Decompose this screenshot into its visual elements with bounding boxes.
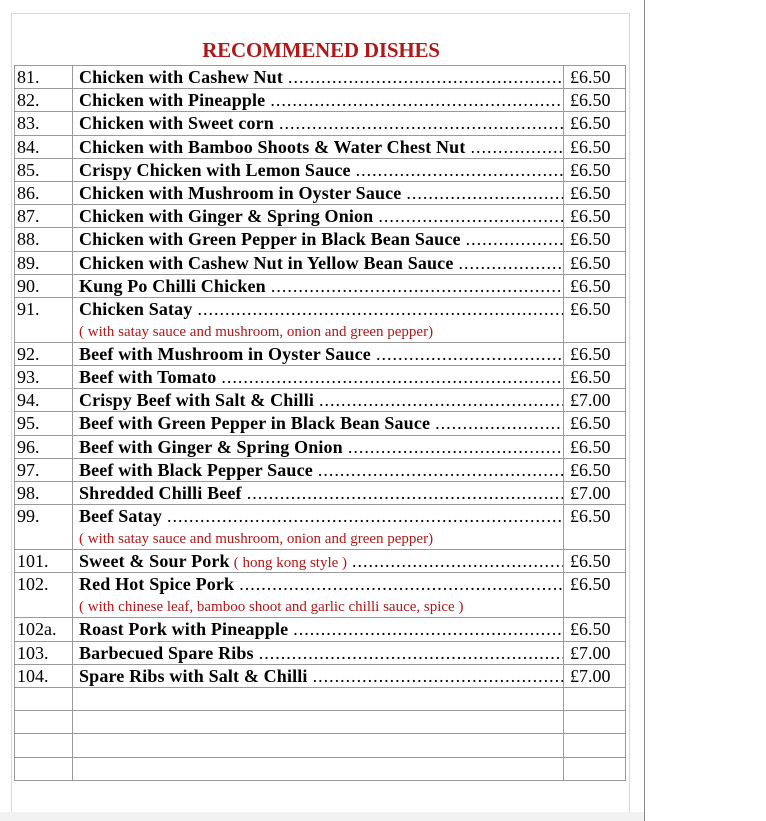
dish-price: £6.50 [564,342,626,365]
dish-price: £6.50 [564,297,626,342]
dish-name: Crispy Beef with Salt & Chilli [79,390,315,411]
dish-cell [73,389,564,412]
dot-leader [352,550,563,572]
dish-line [79,366,563,388]
dish-name: Chicken with Sweet corn [79,113,274,134]
dish-line [79,665,563,687]
dish-number: 87. [15,205,73,228]
menu-row [15,66,626,89]
page-bottom-band [0,812,644,821]
dish-price: £6.50 [564,181,626,204]
dot-leader [167,505,563,527]
dish-name: Chicken with Green Pepper in Black Bean Sauce [79,229,461,250]
dot-leader [293,618,563,640]
dish-line [79,159,563,181]
dish-price: £6.50 [564,505,626,550]
dish-price: £7.00 [564,482,626,505]
empty-cell [15,687,73,710]
dish-line [79,389,563,411]
dish-description: ( with satay sauce and mushroom, onion and green pepper) [79,323,434,340]
dot-leader [319,389,563,411]
dot-leader [470,136,563,158]
menu-row [15,550,626,573]
dish-price: £6.50 [564,89,626,112]
dish-line [79,573,563,595]
dish-name: Beef with Mushroom in Oyster Sauce [79,343,371,364]
dish-cell [73,89,564,112]
menu-row [15,158,626,181]
menu-row [15,228,626,251]
dish-line [79,412,563,434]
dish-cell [73,641,564,664]
dish-price: £6.50 [564,366,626,389]
dish-number: 93. [15,366,73,389]
dish-name: Chicken with Cashew Nut in Yellow Bean Sauce [79,252,454,273]
dot-leader [271,275,563,297]
dish-name: Shredded Chilli Beef [79,483,242,503]
dot-leader [197,298,563,320]
dish-number: 104. [15,664,73,687]
dish-price: £6.50 [564,274,626,297]
dish-line [79,182,563,204]
dish-number: 103. [15,641,73,664]
dish-number: 85. [15,158,73,181]
dish-style-note: ( hong kong style ) [233,555,348,572]
dish-number: 89. [15,251,73,274]
menu-row [15,505,626,550]
dish-name: Beef with Green Pepper in Black Bean Sauce [79,413,431,434]
dot-leader [239,573,563,595]
menu-row [15,641,626,664]
dish-line [79,550,563,572]
dish-name: Crispy Chicken with Lemon Sauce [79,159,351,180]
dish-line [79,228,563,250]
dish-description: ( with chinese leaf, bamboo shoot and garlic chilli sauce, spice ) [79,599,464,616]
empty-cell [15,734,73,757]
dish-cell [73,135,564,158]
dot-leader [279,112,563,134]
dish-cell [73,435,564,458]
dish-price: £6.50 [564,458,626,481]
dish-line [79,618,563,640]
dish-line [79,642,563,664]
dot-leader [435,412,563,434]
dish-number: 95. [15,412,73,435]
empty-cell [564,734,626,757]
dish-line [79,66,563,88]
dot-leader [406,182,563,204]
menu-row [15,297,626,342]
dish-cell [73,458,564,481]
dish-number: 90. [15,274,73,297]
dish-price: £7.00 [564,389,626,412]
dish-number: 96. [15,435,73,458]
dish-cell [73,366,564,389]
menu-table [14,65,626,781]
empty-cell [73,687,564,710]
dish-number: 88. [15,228,73,251]
dish-line [79,459,563,481]
dish-name: Kung Po Chilli Chicken [79,275,266,296]
dish-price: £6.50 [564,618,626,641]
dish-number: 86. [15,181,73,204]
menu-row [15,251,626,274]
dish-price: £6.50 [564,435,626,458]
dish-price: £6.50 [564,251,626,274]
dish-name: Beef with Ginger & Spring Onion [79,436,343,457]
dish-line [79,205,563,227]
dish-cell [73,342,564,365]
menu-row [15,618,626,641]
dish-number: 83. [15,112,73,135]
dish-name: Sweet & Sour Pork [79,551,230,572]
menu-row [15,342,626,365]
dish-name: Roast Pork with Pineapple [79,619,289,640]
dish-number: 94. [15,389,73,412]
empty-row [15,757,626,780]
dish-price: £6.50 [564,66,626,89]
dish-name: Beef with Tomato [79,367,217,388]
menu-row [15,205,626,228]
dish-price: £7.00 [564,664,626,687]
dish-cell [73,158,564,181]
dish-price: £6.50 [564,412,626,435]
dot-leader [313,665,563,687]
dish-cell [73,664,564,687]
dish-number: 101. [15,550,73,573]
empty-cell [73,711,564,734]
dish-cell [73,228,564,251]
menu-row [15,412,626,435]
dish-line [79,436,563,458]
menu-row [15,458,626,481]
dish-line [79,112,563,134]
dish-cell [73,412,564,435]
right-margin-panel [644,0,766,821]
dish-price: £7.00 [564,641,626,664]
dot-leader [318,459,563,481]
dish-number: 102a. [15,618,73,641]
dish-cell [73,618,564,641]
empty-row [15,734,626,757]
dish-number: 81. [15,66,73,89]
menu-row [15,274,626,297]
dish-cell [73,482,564,505]
dish-name: Chicken with Bamboo Shoots & Water Chest Nut [79,136,466,157]
dish-line [79,89,563,111]
dish-name: Chicken with Pineapple [79,90,266,111]
dish-name: Spare Ribs with Salt & Chilli [79,665,308,686]
dot-leader [348,436,563,458]
dish-number: 99. [15,505,73,550]
empty-cell [15,711,73,734]
dish-price: £6.50 [564,135,626,158]
empty-cell [564,711,626,734]
dish-cell [73,573,564,618]
dish-line [79,505,563,527]
dish-cell [73,205,564,228]
dot-leader [378,205,563,227]
empty-cell [73,734,564,757]
dish-number: 82. [15,89,73,112]
dish-name: Red Hot Spice Pork [79,574,235,595]
dot-leader [458,252,563,274]
menu-row [15,181,626,204]
dish-name: Chicken with Ginger & Spring Onion [79,206,374,227]
dish-cell [73,550,564,573]
dish-number: 102. [15,573,73,618]
dish-name: Beef with Black Pepper Sauce [79,459,313,480]
menu-row [15,389,626,412]
empty-cell [15,757,73,780]
dot-leader [247,482,563,504]
dish-cell [73,66,564,89]
dish-name: Chicken Satay [79,298,193,319]
dish-line [79,343,563,365]
dish-line [79,275,563,297]
dish-line [79,136,563,158]
menu-row [15,135,626,158]
dish-cell [73,251,564,274]
dot-leader [270,89,563,111]
menu-row [15,482,626,505]
dish-line [79,298,563,320]
dish-number: 97. [15,458,73,481]
menu-row [15,366,626,389]
empty-cell [564,687,626,710]
menu-row [15,89,626,112]
dish-name: Beef Satay [79,506,162,527]
dish-price: £6.50 [564,205,626,228]
menu-row [15,435,626,458]
dish-name: Chicken with Cashew Nut [79,67,283,87]
dish-description: ( with satay sauce and mushroom, onion and green pepper) [79,531,434,548]
empty-cell [73,757,564,780]
dish-price: £6.50 [564,550,626,573]
dish-cell [73,297,564,342]
dot-leader [221,366,563,388]
dish-line [79,252,563,274]
empty-cell [564,757,626,780]
dot-leader [288,66,563,88]
dish-number: 92. [15,342,73,365]
menu-row [15,573,626,618]
dish-price: £6.50 [564,573,626,618]
dish-cell [73,274,564,297]
empty-row [15,711,626,734]
dish-number: 91. [15,297,73,342]
dish-name: Barbecued Spare Ribs [79,642,254,663]
menu-row [15,112,626,135]
dish-cell [73,112,564,135]
dish-number: 98. [15,482,73,505]
dish-number: 84. [15,135,73,158]
dot-leader [466,228,563,250]
dish-price: £6.50 [564,158,626,181]
menu-title: RECOMMENED DISHES [202,38,440,62]
dish-price: £6.50 [564,112,626,135]
dish-name: Chicken with Mushroom in Oyster Sauce [79,182,402,203]
empty-row [15,687,626,710]
dish-line [79,482,563,504]
dot-leader [259,642,563,664]
dish-price: £6.50 [564,228,626,251]
dish-cell [73,505,564,550]
dish-cell [73,181,564,204]
dot-leader [376,343,563,365]
dot-leader [356,159,563,181]
menu-row [15,664,626,687]
